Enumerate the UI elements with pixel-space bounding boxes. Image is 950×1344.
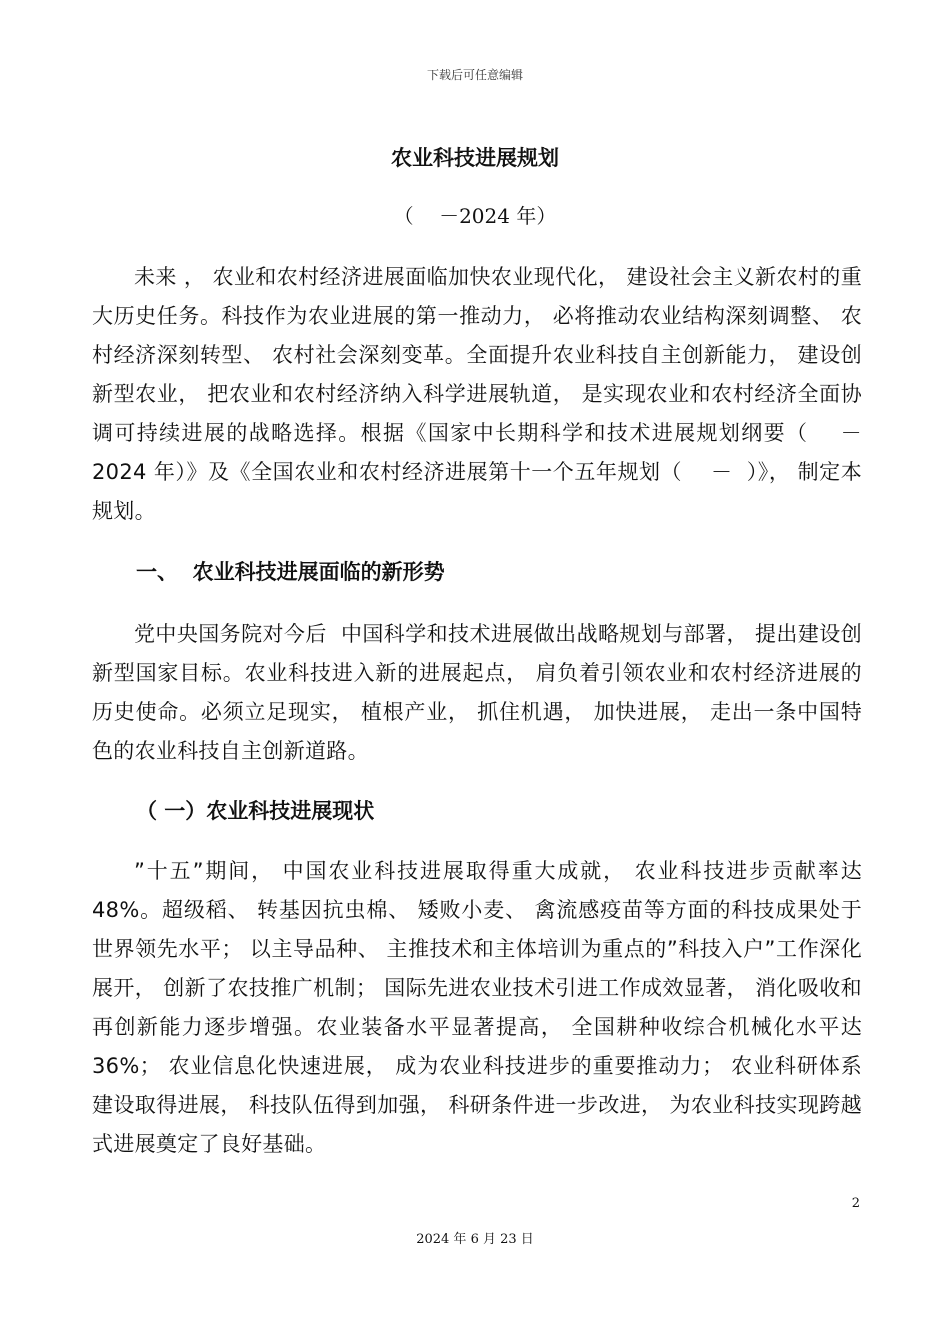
document-subtitle: （ －2024 年）	[393, 204, 557, 228]
subsection-paragraph: ”十五”期间， 中国农业科技进展取得重大成就， 农业科技进步贡献率达 48%。超级稻、 转基因抗虫棉、 矮败小麦、 禽流感疫苗等方面的科技成果处于世界领先水平； 以主导品种、 主推技术和主体培训为重点的”科技入户”工作深化展开， 创新了农技推广机制； 国际先进农业技术引进工作成效显著， 消化吸收和再创新能力逐步增强。农业装备水平显著提高， 全国耕种收综合机械化水平达 36%； 农业信息化快速进展， 成为农业科技进步的重要推动力； 农业科研体系建设取得进展， 科技队伍得到加强， 科研条件进一步改进， 为农业科技实现跨越式进展奠定了良好基础。	[92, 859, 869, 1156]
page-number: 2	[851, 1196, 860, 1211]
document-title: 农业科技进展规划	[391, 146, 559, 170]
subsection-heading: （ 一）农业科技进展现状	[136, 799, 375, 823]
section-heading: 一、 农业科技进展面临的新形势	[136, 560, 445, 584]
page-header-note: 下载后可任意编辑	[426, 68, 523, 82]
footer-date: 2024 年 6 月 23 日	[416, 1232, 534, 1247]
intro-paragraph: 未来 ， 农业和农村经济进展面临加快农业现代化， 建设社会主义新农村的重大历史任务。科技作为农业进展的第一推动力， 必将推动农业结构深刻调整、 农村经济深刻转型、 农村社会深刻变革。全面提升农业科技自主创新能力， 建设创新型农业， 把农业和农村经济纳入科学进展轨道， 是实现农业和农村经济全面协调可持续进展的战略选择。根据《国家中长期科学和技术进展规划纲要（ －2024 年）》及《全国农业和农村经济进展第十一个五年规划（ － ）》， 制定本规划。	[92, 265, 862, 523]
section-paragraph: 党中央国务院对今后 中国科学和技术进展做出战略规划与部署， 提出建设创新型国家目标。农业科技进入新的进展起点， 肩负着引领农业和农村经济进展的历史使命。必须立足现实， 植根产业， 抓住机遇， 加快进展， 走出一条中国特色的农业科技自主创新道路。	[92, 622, 862, 763]
